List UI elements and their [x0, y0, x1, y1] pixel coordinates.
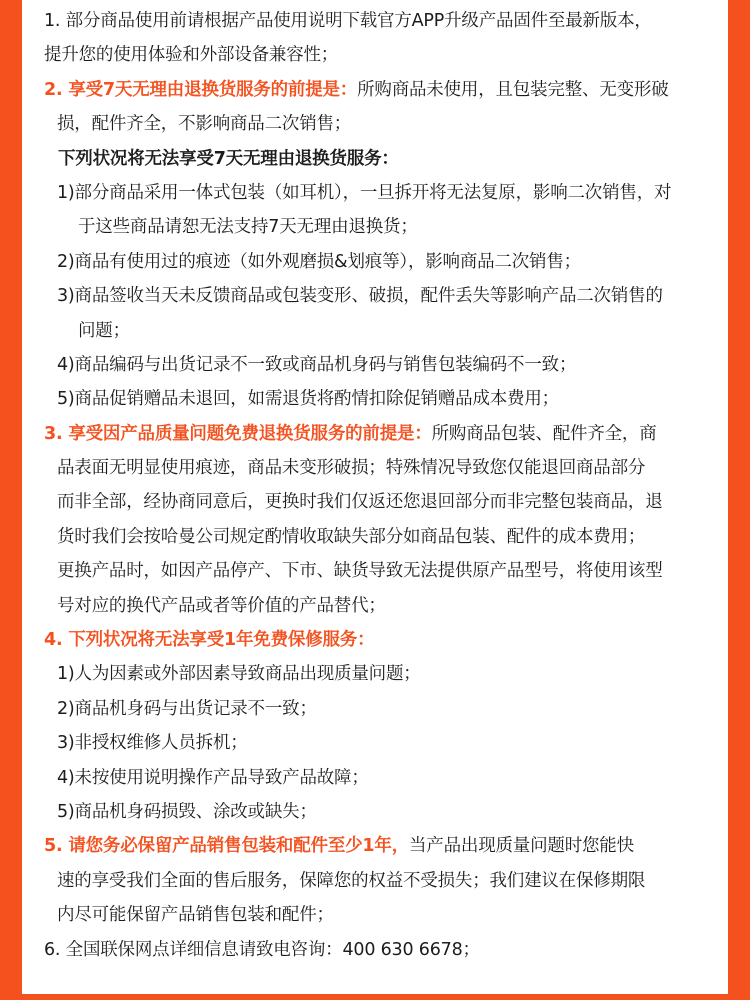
policy-line	[40, 210, 720, 244]
policy-text: 于这些商品请恕无法支持7天无理由退换货；	[78, 217, 418, 238]
policy-line	[40, 795, 720, 829]
policy-subheading: 下列状况将无法享受7天无理由退换货服务：	[58, 148, 399, 169]
policy-text: 1. 部分商品使用前请根据产品使用说明下载官方APP升级产品固件至最新版本，	[44, 11, 652, 31]
policy-text: 问题；	[78, 320, 130, 341]
policy-line	[40, 38, 720, 72]
policy-text: 3)非授权维修人员拆机；	[57, 733, 248, 754]
policy-text-block	[40, 4, 720, 967]
policy-line	[40, 761, 720, 795]
policy-text: 所购商品未使用，且包装完整、无变形破	[357, 79, 669, 100]
policy-line	[40, 898, 720, 932]
policy-heading: 4. 下列状况将无法享受1年免费保修服务：	[44, 630, 375, 651]
policy-line	[40, 314, 720, 348]
hotline-text: 6. 全国联保网点详细信息请致电咨询：400 630 6678；	[44, 939, 480, 960]
policy-line	[40, 485, 720, 519]
policy-line	[40, 829, 720, 863]
policy-line	[40, 589, 720, 623]
policy-text: 1)人为因素或外部因素导致商品出现质量问题；	[57, 664, 421, 685]
policy-text: 品表面无明显使用痕迹，商品未变形破损；特殊情况导致您仅能退回商品部分	[57, 458, 646, 479]
policy-text: 损，配件齐全，不影响商品二次销售；	[57, 114, 352, 135]
policy-line	[40, 348, 720, 382]
policy-line	[40, 657, 720, 691]
policy-line	[40, 726, 720, 760]
policy-line	[40, 382, 720, 416]
policy-text: 4)未按使用说明操作产品导致产品故障；	[57, 767, 369, 788]
policy-line	[40, 417, 720, 451]
policy-text: 1)部分商品采用一体式包装（如耳机），一旦拆开将无法复原，影响二次销售，对	[57, 182, 672, 203]
policy-text: 速的享受我们全面的售后服务，保障您的权益不受损失；我们建议在保修期限	[57, 870, 646, 891]
policy-text: 货时我们会按哈曼公司规定酌情收取缺失部分如商品包装、配件的成本费用；	[57, 526, 646, 547]
policy-line	[40, 623, 720, 657]
policy-text: 提升您的使用体验和外部设备兼容性；	[44, 45, 339, 66]
right-border	[728, 0, 750, 1000]
policy-line	[40, 73, 720, 107]
policy-line	[40, 245, 720, 279]
policy-line	[40, 933, 720, 967]
policy-text: 当产品出现质量问题时您能快	[409, 836, 634, 857]
left-border	[0, 0, 22, 1000]
policy-line	[40, 142, 720, 176]
policy-line	[40, 554, 720, 588]
policy-heading: 3. 享受因产品质量问题免费退换货服务的前提是：	[44, 423, 432, 444]
policy-line	[40, 279, 720, 313]
policy-text: 而非全部，经协商同意后，更换时我们仅返还您退回部分而非完整包装商品，退	[57, 492, 663, 513]
policy-text: 5)商品机身码损毁、涂改或缺失；	[57, 801, 317, 822]
policy-heading: 5. 请您务必保留产品销售包装和配件至少1年，	[44, 836, 409, 857]
policy-text: 内尽可能保留产品销售包装和配件；	[57, 905, 334, 926]
policy-text: 号对应的换代产品或者等价值的产品替代；	[57, 595, 386, 616]
policy-heading: 2. 享受7天无理由退换货服务的前提是：	[44, 79, 358, 100]
policy-text: 5)商品促销赠品未退回，如需退货将酌情扣除促销赠品成本费用；	[57, 389, 559, 410]
policy-line	[40, 176, 720, 210]
policy-line	[40, 864, 720, 898]
policy-text: 4)商品编码与出货记录不一致或商品机身码与销售包装编码不一致；	[57, 354, 577, 375]
policy-line	[40, 692, 720, 726]
policy-line	[40, 107, 720, 141]
policy-line	[40, 520, 720, 554]
policy-text: 所购商品包装、配件齐全，商	[431, 423, 657, 444]
policy-line	[40, 451, 720, 485]
policy-line	[40, 4, 720, 38]
bottom-border	[0, 994, 750, 1000]
policy-text: 2)商品有使用过的痕迹（如外观磨损&划痕等），影响商品二次销售；	[57, 251, 581, 272]
policy-text: 3)商品签收当天未反馈商品或包装变形、破损，配件丢失等影响产品二次销售的	[57, 286, 663, 307]
policy-text: 更换产品时，如因产品停产、下市、缺货导致无法提供原产品型号，将使用该型	[57, 561, 663, 582]
policy-text: 2)商品机身码与出货记录不一致；	[57, 698, 317, 719]
